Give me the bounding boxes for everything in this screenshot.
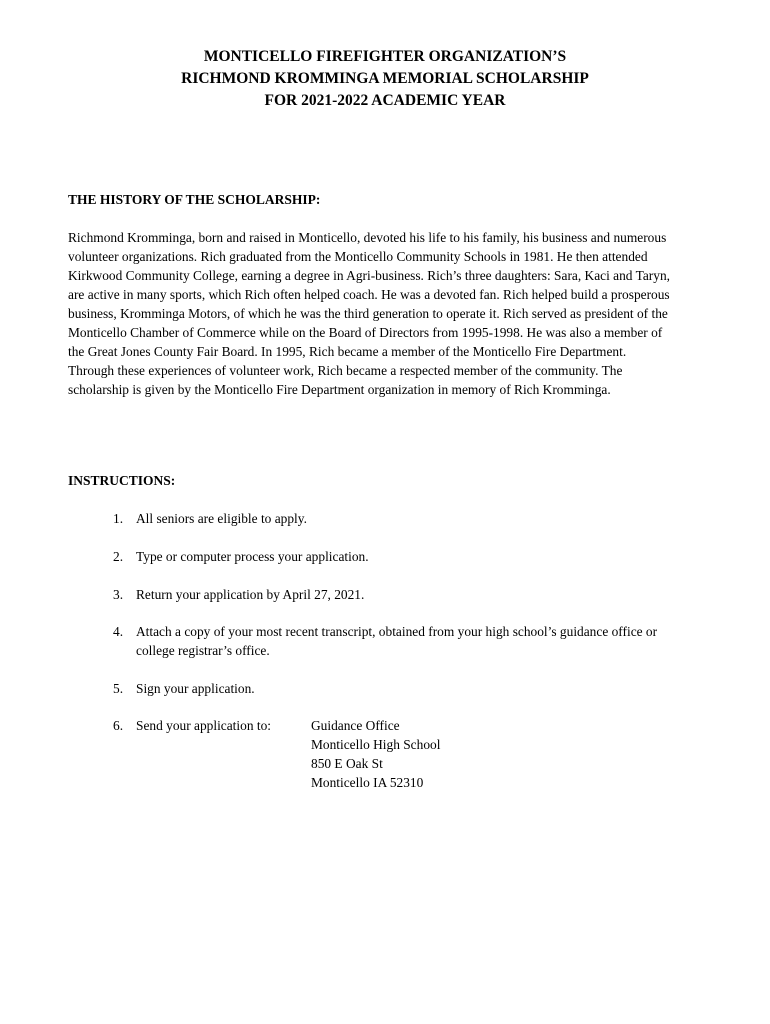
- history-heading: THE HISTORY OF THE SCHOLARSHIP:: [68, 192, 321, 207]
- address-line-1: Guidance Office: [311, 718, 400, 733]
- instruction-text: [136, 547, 369, 566]
- history-line: volunteer organizations. Rich graduated from the Monticello Community Schools in 1981. He then attended: [68, 249, 648, 264]
- instruction-line: Send your application to:: [136, 718, 271, 733]
- instruction-number: 3.: [113, 587, 124, 602]
- instruction-number: 1.: [113, 511, 124, 526]
- document-title: [0, 46, 770, 112]
- instruction-line: college registrar’s office.: [136, 643, 270, 658]
- instruction-line: Attach a copy of your most recent transcript, obtained from your high school’s guidance office or: [136, 624, 658, 639]
- history-line: Monticello Chamber of Commerce while on the Board of Directors from 1995-1998. He was also a member of: [68, 325, 663, 340]
- address-line-2: Monticello High School: [311, 737, 441, 752]
- history-line: scholarship is given by the Monticello Fire Department organization in memory of Rich Kromminga.: [68, 382, 611, 397]
- instruction-number: 5.: [113, 681, 124, 696]
- history-line: Through these experiences of volunteer work, Rich became a respected member of the community. The: [68, 363, 623, 378]
- history-line: are active in many sports, which Rich often helped coach. He was a devoted fan. Rich helped build a prosperous: [68, 287, 670, 302]
- instruction-text: [136, 679, 255, 698]
- title-line-2: RICHMOND KROMMINGA MEMORIAL SCHOLARSHIP: [181, 70, 589, 87]
- history-line: Kirkwood Community College, earning a degree in Agri-business. Rich’s three daughters: Sara, Kaci and Taryn,: [68, 268, 670, 283]
- instruction-text: [136, 622, 657, 660]
- instructions-heading: INSTRUCTIONS:: [68, 473, 176, 488]
- history-line: business, Kromminga Motors, of which he was the third generation to operate it. Rich served as president of the: [68, 306, 668, 321]
- instruction-text: [136, 509, 307, 528]
- instruction-line: All seniors are eligible to apply.: [136, 511, 307, 526]
- title-line-1: MONTICELLO FIREFIGHTER ORGANIZATION’S: [203, 48, 567, 65]
- instruction-number: 4.: [113, 624, 124, 639]
- title-line-3: FOR 2021-2022 ACADEMIC YEAR: [264, 92, 506, 109]
- history-line: Richmond Kromminga, born and raised in Monticello, devoted his life to his family, his business and numerous: [68, 230, 667, 245]
- instruction-number: 6.: [113, 718, 124, 733]
- instruction-line: Return your application by April 27, 2021.: [136, 587, 365, 602]
- history-paragraph: [68, 228, 708, 399]
- history-line: the Great Jones County Fair Board. In 1995, Rich became a member of the Monticello Fire Department.: [68, 344, 627, 359]
- instruction-line: Type or computer process your application.: [136, 549, 369, 564]
- address-line-3: 850 E Oak St: [311, 756, 383, 771]
- address-line-4: Monticello IA 52310: [311, 775, 424, 790]
- instruction-text: [136, 716, 271, 735]
- mailing-address: [311, 716, 440, 792]
- instruction-line: Sign your application.: [136, 681, 255, 696]
- instruction-number: 2.: [113, 549, 124, 564]
- instruction-text: [136, 585, 364, 604]
